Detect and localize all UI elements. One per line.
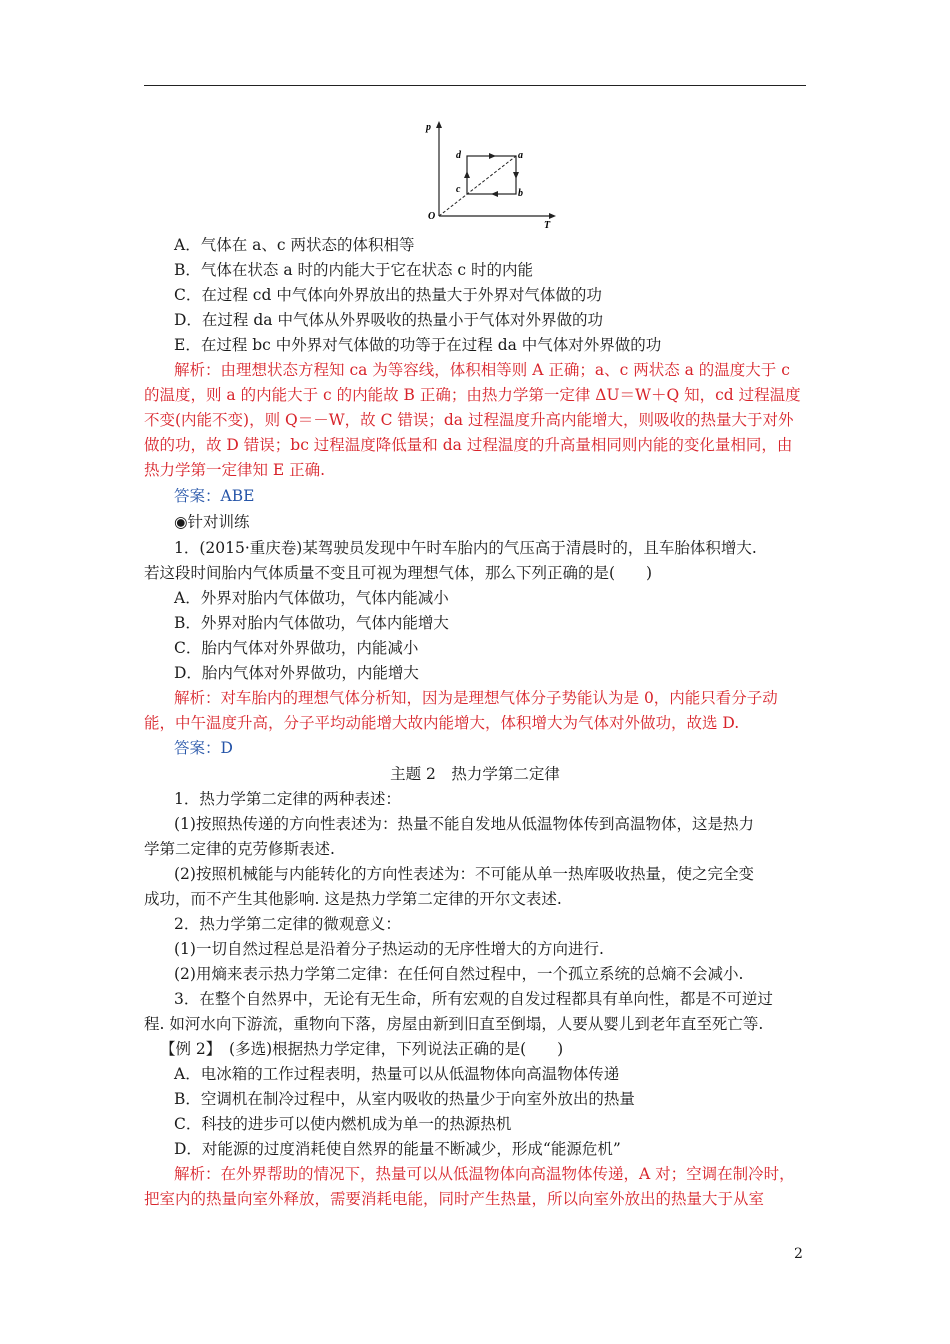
analysis-1-line-1: 解析：由理想状态方程知 ca 为等容线，体积相等则 A 正确；a、c 两状态 a 的温度大于 c bbox=[174, 361, 790, 379]
section-heading: 主题 2 热力学第二定律 bbox=[390, 765, 560, 783]
body-line-6: 2．热力学第二定律的微观意义： bbox=[174, 915, 401, 933]
analysis-2-line-2: 能，中午温度升高，分子平均动能增大故内能增大，体积增大为气体对外做功，故选 D. bbox=[144, 714, 740, 732]
body-line-10: 程. 如河水向下游流，重物向下落，房屋由新到旧直至倒塌，人要从婴儿到老年直至死亡等. bbox=[144, 1015, 764, 1033]
analysis-1-line-2: 的温度，则 a 的内能大于 c 的内能故 B 正确；由热力学第一定律 ΔU＝W＋Q 知，cd 过程温度 bbox=[144, 386, 801, 404]
body-line-1: 1．热力学第二定律的两种表述： bbox=[174, 790, 401, 808]
body-line-7: (1)一切自然过程总是沿着分子热运动的无序性增大的方向进行. bbox=[174, 940, 604, 958]
option-3d: D．对能源的过度消耗使自然界的能量不断减少，形成“能源危机” bbox=[174, 1140, 621, 1158]
option-3b: B．空调机在制冷过程中，从室内吸收的热量少于向室外放出的热量 bbox=[174, 1090, 635, 1108]
header-rule bbox=[144, 85, 806, 86]
analysis-1-line-5: 热力学第一定律知 E 正确. bbox=[144, 461, 326, 479]
body-line-2: (1)按照热传递的方向性表述为：热量不能自发地从低温物体传到高温物体，这是热力 bbox=[174, 815, 754, 833]
question-1-line-2: 若这段时间胎内气体质量不变且可视为理想气体，那么下列正确的是( ) bbox=[144, 564, 653, 582]
body-line-9: 3．在整个自然界中，无论有无生命，所有宏观的自发过程都具有单向性，都是不可逆过 bbox=[174, 990, 773, 1008]
option-1a: A．气体在 a、c 两状态的体积相等 bbox=[174, 236, 415, 254]
analysis-1-line-4: 做的功，故 D 错误；bc 过程温度降低量和 da 过程温度的升高量相同则内能的变化量相同，由 bbox=[144, 436, 793, 454]
option-2d: D．胎内气体对外界做功，内能增大 bbox=[174, 664, 419, 682]
option-1c: C．在过程 cd 中气体向外界放出的热量大于外界对气体做的功 bbox=[174, 286, 602, 304]
option-1e: E．在过程 bc 中外界对气体做的功等于在过程 da 中气体对外界做的功 bbox=[174, 336, 662, 354]
option-3c: C．科技的进步可以使内燃机成为单一的热源热机 bbox=[174, 1115, 512, 1133]
training-title: ◉针对训练 bbox=[174, 513, 250, 531]
option-3a: A．电冰箱的工作过程表明，热量可以从低温物体向高温物体传递 bbox=[174, 1065, 620, 1083]
option-1b: B．气体在状态 a 时的内能大于它在状态 c 时的内能 bbox=[174, 261, 534, 279]
example-2: 【例 2】 (多选)根据热力学定律，下列说法正确的是( ) bbox=[160, 1040, 564, 1058]
body-line-3: 学第二定律的克劳修斯表述. bbox=[144, 840, 335, 858]
option-2c: C．胎内气体对外界做功，内能减小 bbox=[174, 639, 419, 657]
analysis-2-line-1: 解析：对车胎内的理想气体分析知，因为是理想气体分子势能认为是 0，内能只看分子动 bbox=[174, 689, 778, 707]
point-a-label: a bbox=[518, 150, 523, 161]
answer-2: 答案：D bbox=[174, 739, 233, 757]
origin-label: O bbox=[428, 211, 436, 222]
page-number: 2 bbox=[794, 1246, 803, 1262]
point-d-label: d bbox=[456, 150, 461, 161]
question-1-line-1: 1．(2015·重庆卷)某驾驶员发现中午时车胎内的气压高于清晨时的，且车胎体积增大. bbox=[174, 539, 757, 557]
body-line-5: 成功，而不产生其他影响. 这是热力学第二定律的开尔文表述. bbox=[144, 890, 562, 908]
answer-1: 答案：ABE bbox=[174, 487, 255, 505]
point-b-label: b bbox=[518, 188, 523, 199]
analysis-label: 解析： bbox=[174, 361, 221, 379]
option-1d: D．在过程 da 中气体从外界吸收的热量小于气体对外界做的功 bbox=[174, 311, 603, 329]
p-axis-label: p bbox=[426, 122, 431, 133]
option-2a: A．外界对胎内气体做功，气体内能减小 bbox=[174, 589, 449, 607]
analysis-1-line-3: 不变(内能不变)，则 Q＝－W，故 C 错误；da 过程温度升高内能增大，则吸收的热量大于对外 bbox=[144, 411, 794, 429]
body-line-8: (2)用熵来表示热力学第二定律：在任何自然过程中，一个孤立系统的总熵不会减小. bbox=[174, 965, 744, 983]
analysis-3-line-1: 解析：在外界帮助的情况下，热量可以从低温物体向高温物体传递，A 对；空调在制冷时， bbox=[174, 1165, 795, 1183]
t-axis-label: T bbox=[544, 220, 551, 230]
body-line-4: (2)按照机械能与内能转化的方向性表述为：不可能从单一热库吸收热量，使之完全变 bbox=[174, 865, 754, 883]
option-2b: B．外界对胎内气体做功，气体内能增大 bbox=[174, 614, 449, 632]
analysis-3-line-2: 把室内的热量向室外释放，需要消耗电能，同时产生热量，所以向室外放出的热量大于从室 bbox=[144, 1190, 765, 1208]
pt-diagram bbox=[420, 118, 560, 230]
point-c-label: c bbox=[456, 184, 461, 195]
